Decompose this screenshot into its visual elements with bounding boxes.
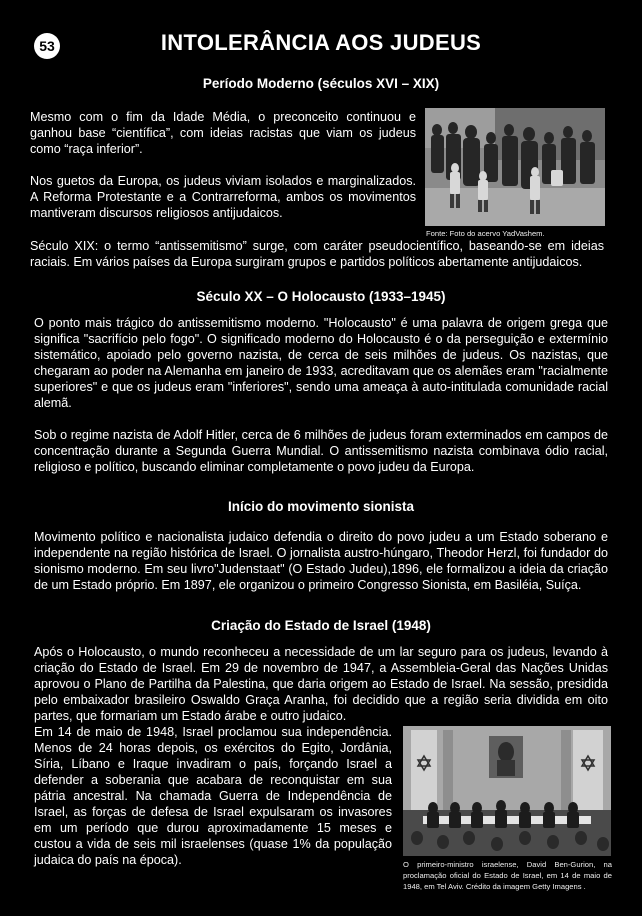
holocaust-photo-illustration (425, 108, 605, 226)
paragraph-holocausto-2: Sob o regime nazista de Adolf Hitler, cerca de 6 milhões de judeus foram exterminados em campos de concentração durante a Segunda Guerra Mundial. O antissemitismo nazista combinava ódio racial, religioso e político, buscando eliminar completamente o povo judeu da Europa. (34, 428, 608, 474)
page-title: INTOLERÂNCIA AOS JUDEUS (160, 30, 482, 55)
ben-gurion-photo-caption: O primeiro-ministro israelense, David Ben-Gurion, na proclamação oficial do Estado de Israel, em 14 de maio de 1948, em Tel Aviv. Crédito da imagem Getty Imagens . (403, 860, 612, 891)
paragraph-israel-1: Após o Holocausto, o mundo reconheceu a necessidade de um lar seguro para os judeus, levando à criação do Estado de Israel. Em 29 de novembro de 1947, a Assembleia-Geral das Nações Unidas aprovou o Plano de Partilha da Palestina, que daria origem ao Estado de Israel. Na sessão, presidida pelo embaixador brasileiro Oswaldo Graça Aranha, foi decidido que a região seria dividida em oito partes, que formariam um Estado árabe e outro judaico. (34, 645, 608, 723)
holocaust-photo (425, 108, 605, 226)
paragraph-moderno-1: Mesmo com o fim da Idade Média, o preconceito continuou e ganhou base “científica”, com ideias racistas que viam os judeus como “raça inferior”. (30, 110, 416, 156)
paragraph-moderno-2: Nos guetos da Europa, os judeus viviam isolados e marginalizados. A Reforma Protestante e a Contrarreforma, ambos os movimentos mantiveram discursos religiosos antijudaicos. (30, 174, 416, 220)
ben-gurion-photo-illustration (403, 726, 611, 856)
ben-gurion-photo (403, 726, 611, 856)
heading-periodo-moderno: Período Moderno (séculos XVI – XIX) (202, 76, 440, 91)
paragraph-israel-2: Em 14 de maio de 1948, Israel proclamou sua independência. Menos de 24 horas depois, os exércitos do Egito, Jordânia, Síria, Líbano e Iraque invadiram o país, forçando Israel a defender a soberania que acabara de reconquistar em sua pátria ancestral. Na chamada Guerra de Independência de Israel, as forças de defesa de Israel expulsaram os invasores em um período que durou aproximadamente 15 meses e custou a vida de seis mil israelenses (quase 1% da população judaica do país na época). (34, 725, 392, 867)
holocaust-photo-caption: Fonte: Foto do acervo YadVashem. (426, 229, 545, 238)
heading-holocausto: Século XX – O Holocausto (1933–1945) (196, 289, 446, 304)
page-number-badge: 53 (34, 33, 60, 59)
paragraph-moderno-3: Século XIX: o termo “antissemitismo” surge, com caráter pseudocientífico, baseando-se em ideias raciais. Em vários países da Europa surgiram grupos e partidos políticos abertamente antijudaicos. (30, 239, 604, 269)
paragraph-sionismo: Movimento político e nacionalista judaico defendia o direito do povo judeu a um Estado soberano e independente na região histórica de Israel. O jornalista austro-húngaro, Theodor Herzl, foi fundador do sionismo moderno. Em seu livro"Judenstaat" (O Estado Judeu),1896, ele formalizou a ideia da criação de um Estado próprio. Em 1897, ele organizou o primeiro Congresso Sionista, em Basiléia, Suíça. (34, 530, 608, 592)
paragraph-holocausto-1: O ponto mais trágico do antissemitismo moderno. "Holocausto" é uma palavra de origem grega que significa "sacrifício pelo fogo". O significado moderno do Holocausto é o da perseguição e extermínio sistemático, apoiado pelo governo nazista, de cerca de seis milhões de judeus. Os nazistas, que chegaram ao poder na Alemanha em janeiro de 1933, acreditavam que os alemães eram "racialmente superiores" e que os judeus eram "inferiores", sendo uma ameaça à auto-intitulada comunidade racial alemã. (34, 316, 608, 410)
heading-sionismo: Início do movimento sionista (227, 499, 415, 514)
heading-estado-israel: Criação do Estado de Israel (1948) (211, 618, 431, 633)
